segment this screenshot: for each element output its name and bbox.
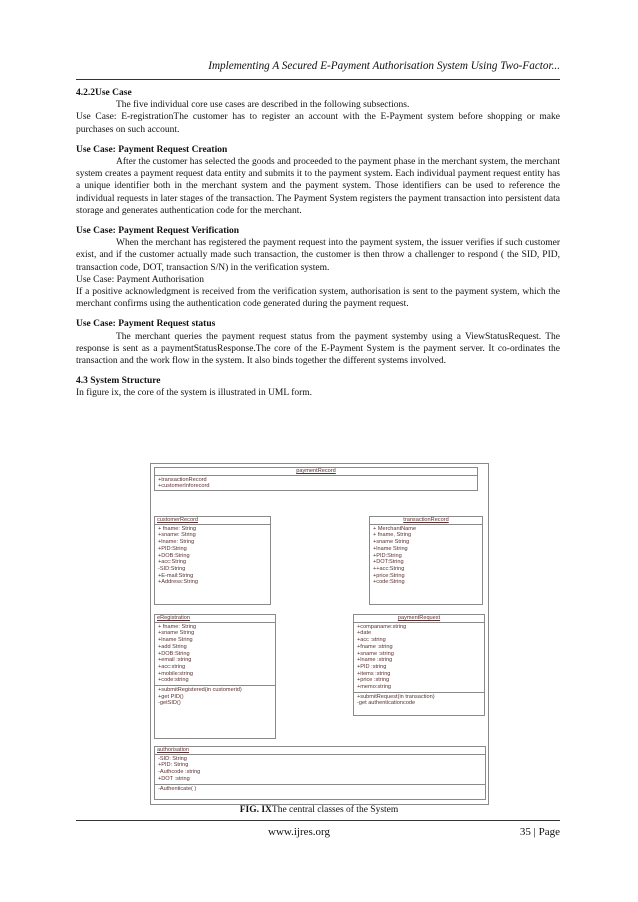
class-attribute: +price :string xyxy=(357,677,390,684)
footer-rule xyxy=(76,820,560,821)
class-attribute: +sname: String xyxy=(158,532,196,539)
class-attribute: +add String xyxy=(158,643,187,650)
class-attribute: + MerchantName xyxy=(373,525,417,532)
class-operations xyxy=(155,785,485,794)
class-attribute: +code:String xyxy=(373,579,405,586)
class-attribute: +acc:string xyxy=(158,663,186,670)
class-attribute: +companame:string xyxy=(357,623,407,630)
class-attribute: +lname :string xyxy=(357,657,393,664)
class-attribute: + fname, String xyxy=(373,532,412,539)
class-attribute: +email :string xyxy=(158,657,192,664)
class-attribute: +mobile:string xyxy=(158,670,193,677)
class-attribute: +items :string xyxy=(357,670,391,677)
footer-page-number: 35 | Page xyxy=(519,826,560,838)
class-name: authorisation xyxy=(155,747,485,755)
class-operation: +submitRegistered(in customerid) xyxy=(158,687,242,694)
class-operation: -Authenticate( ) xyxy=(158,785,197,792)
section-heading-4-3: 4.3 System Structure xyxy=(76,376,161,387)
class-attribute: +lname String xyxy=(158,637,193,644)
class-attribute: +PID:String xyxy=(158,545,187,552)
heading-payment-request-verification: Use Case: Payment Request Verification xyxy=(76,226,240,237)
heading-payment-request-creation: Use Case: Payment Request Creation xyxy=(76,144,228,155)
paragraph-payment-request-verification: When the merchant has registered the payment request into the payment system, the issuer verifies if such customer exist, and if the customer actually made such transaction, the customer is then throw a challenger to respond ( the SID, PID, transaction code, DOT, transaction S/N) in the verification system. xyxy=(76,238,560,273)
class-attributes xyxy=(370,525,482,587)
class-payment-request xyxy=(353,614,485,716)
class-operations xyxy=(354,693,484,708)
class-payment-record xyxy=(154,467,478,491)
class-customer-record xyxy=(154,516,271,605)
class-operations xyxy=(155,686,275,708)
class-operation: -get authenticationcode xyxy=(357,700,416,707)
class-authorisation xyxy=(154,746,486,800)
class-operation: +submitRequest(in transaction) xyxy=(357,693,435,700)
class-name: customerRecord xyxy=(155,517,270,525)
class-attribute: + fname: String xyxy=(158,623,197,630)
class-attribute: +PID :string xyxy=(357,663,387,670)
class-operation: -getSID() xyxy=(158,700,181,707)
heading-payment-authorisation: Use Case: Payment Authorisation xyxy=(76,274,204,285)
class-attribute: +lname: String xyxy=(158,539,195,546)
class-e-registration xyxy=(154,614,276,739)
class-attribute: +fname :string xyxy=(357,643,393,650)
class-transaction-record xyxy=(369,516,483,605)
figure-caption-text: The central classes of the System xyxy=(271,805,399,815)
class-attribute: +price:String xyxy=(373,572,405,579)
footer-website: www.ijres.org xyxy=(268,826,331,838)
paragraph-payment-authorisation: If a positive acknowledgment is received from the verification system, authorisation is sent to the payment system, which the merchant confirms using the authentication code generated during the payment request. xyxy=(76,287,560,310)
paragraph-e-registration: Use Case: E-registrationThe customer has to register an account with the E-Payment system before shopping or make purchases on such account. xyxy=(76,112,560,135)
class-attribute: +PID:String xyxy=(373,552,402,559)
class-attributes xyxy=(155,623,275,686)
class-attribute: +customerInforecord xyxy=(158,483,210,490)
class-attribute: +lname String xyxy=(373,545,408,552)
figure-label: FIG. IX xyxy=(239,805,272,815)
section-heading-4-2-2: 4.2.2Use Case xyxy=(76,88,132,98)
class-attributes xyxy=(155,755,485,785)
class-attribute: +PID: String xyxy=(158,762,189,769)
class-attribute: +DOB:String xyxy=(158,650,190,657)
class-attribute: +E-mail:String xyxy=(158,572,194,579)
class-attribute: -SID:String xyxy=(158,565,186,572)
paragraph-payment-request-status: The merchant queries the payment request status from the payment systemby using a ViewStatusRequest. The response is sent as a paymentStatusResponse.The core of the E-Payment System is the payment server. It co-ordinates the transaction and the work flow in the system. It also binds together the different systems involved. xyxy=(76,331,560,367)
figure-caption xyxy=(0,805,638,815)
heading-payment-request-status: Use Case: Payment Request status xyxy=(76,319,216,330)
class-attribute: -SID: String xyxy=(158,755,187,762)
class-attribute: ++acc:String xyxy=(373,565,405,572)
class-attribute: +sname String xyxy=(158,630,195,637)
class-attribute: +acc :string xyxy=(357,637,386,644)
class-name: transactionRecord xyxy=(370,517,482,525)
class-attribute: +sname :string xyxy=(357,650,394,657)
class-attribute: +acc:String xyxy=(158,559,187,566)
class-attribute: +DOT :string xyxy=(158,775,190,782)
paragraph-payment-request-creation: After the customer has selected the goods and proceeded to the payment phase in the merchant system, the merchant system creates a payment request data entity and submits it to the payment system. Each individual payment request entity has a unique identifier both in the merchant system and the payment system. Those identifiers can be used to reference the individual requests in later stages of the transaction. The Payment System registers the payment transaction into persistent data storage and generates authentication code for the merchant. xyxy=(76,157,560,216)
class-operation: +get PID() xyxy=(158,693,184,700)
paragraph-system-structure: In figure ix, the core of the system is illustrated in UML form. xyxy=(76,388,313,399)
class-name: paymentRecord xyxy=(155,468,477,476)
running-header: Implementing A Secured E-Payment Authorisation System Using Two-Factor... xyxy=(208,60,560,72)
uml-diagram xyxy=(150,463,489,805)
header-rule xyxy=(76,79,560,80)
class-attribute: +transactionRecord xyxy=(158,476,207,483)
class-attribute: + fname: String xyxy=(158,525,197,532)
class-attribute: +Address:String xyxy=(158,579,198,586)
class-attribute: +code:string xyxy=(158,677,189,684)
class-name: eRegistration xyxy=(155,615,275,623)
class-attribute: +DOT:String xyxy=(373,559,404,566)
class-attribute: +sname String xyxy=(373,539,410,546)
class-name: paymentRequest xyxy=(354,615,484,623)
class-attribute: -Authcode :string xyxy=(158,769,201,776)
class-attributes xyxy=(155,525,270,587)
class-attributes xyxy=(155,476,477,491)
class-attributes xyxy=(354,623,484,693)
class-attribute: +DOB:String xyxy=(158,552,190,559)
paragraph-intro: The five individual core use cases are described in the following subsections. xyxy=(116,100,410,111)
body-text xyxy=(76,87,560,400)
class-attribute: +memo:string xyxy=(357,684,392,691)
class-attribute: +date xyxy=(357,630,372,637)
